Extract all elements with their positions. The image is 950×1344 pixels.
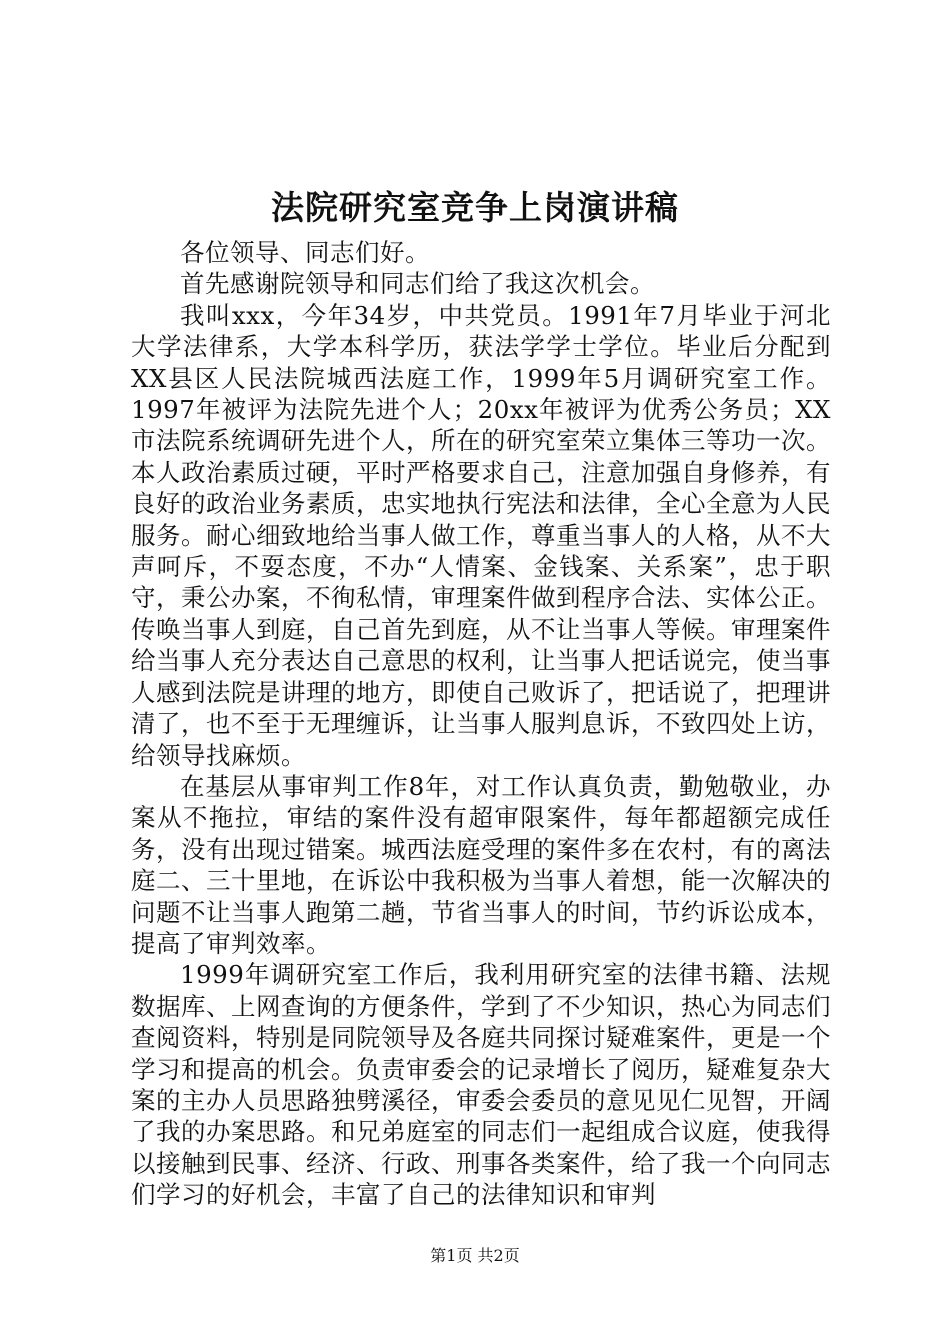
page-number-footer: 第1页 共2页 [430, 1246, 520, 1265]
page-title: 法院研究室竞争上岗演讲稿 [271, 188, 679, 227]
paragraph-greeting: 各位领导、同志们好。 [180, 238, 430, 267]
document-body [131, 237, 831, 1211]
paragraph-introduction: 我叫xxx，今年34岁，中共党员。1991年7月毕业于河北大学法律系，大学本科学历，获法学学士学位。毕业后分配到XX县区人民法院城西法庭工作，1999年5月调研究室工作。1997年被评为法院先进个人；20xx年被评为优秀公务员；XX市法院系统调研先进个人，所在的研究室荣立集体三等功一次。本人政治素质过硬，平时严格要求自己，注意加强自身修养，有良好的政治业务素质，忠实地执行宪法和法律，全心全意为人民服务。耐心细致地给当事人做工作，尊重当事人的人格，从不大声呵斥，不耍态度，不办“人情案、金钱案、关系案”，忠于职守，秉公办案，不徇私情，审理案件做到程序合法、实体公正。传唤当事人到庭，自己首先到庭，从不让当事人等候。审理案件给当事人充分表达自己意思的权利，让当事人把话说完，使当事人感到法院是讲理的地方，即使自己败诉了，把话说了，把理讲清了，也不至于无理缠诉，让当事人服判息诉，不致四处上访，给领导找麻烦。 [131, 300, 831, 770]
paragraph-thanks: 首先感谢院领导和同志们给了我这次机会。 [180, 269, 655, 299]
paragraph-research-office: 1999年调研究室工作后，我利用研究室的法律书籍、法规数据库、上网查询的方便条件，学到了不少知识，热心为同志们查阅资料，特别是同院领导及各庭共同探讨疑难案件，更是一个学习和提高的机会。负责审委会的记录增长了阅历，疑难复杂大案的主办人员思路独劈溪径，审委会委员的意见见仁见智，开阔了我的办案思路。和兄弟庭室的同志们一起组成合议庭，使我得以接触到民事、经济、行政、刑事各类案件，给了我一个向同志们学习的好机会，丰富了自己的法律知识和审判 [131, 960, 831, 1210]
paragraph-trial-work: 在基层从事审判工作8年，对工作认真负责，勤勉敬业，办案从不拖拉，审结的案件没有超审限案件，每年都超额完成任务，没有出现过错案。城西法庭受理的案件多在农村，有的离法庭二、三十里地，在诉讼中我积极为当事人着想，能一次解决的问题不让当事人跑第二趟，节省当事人的时间，节约诉讼成本，提高了审判效率。 [131, 771, 831, 958]
